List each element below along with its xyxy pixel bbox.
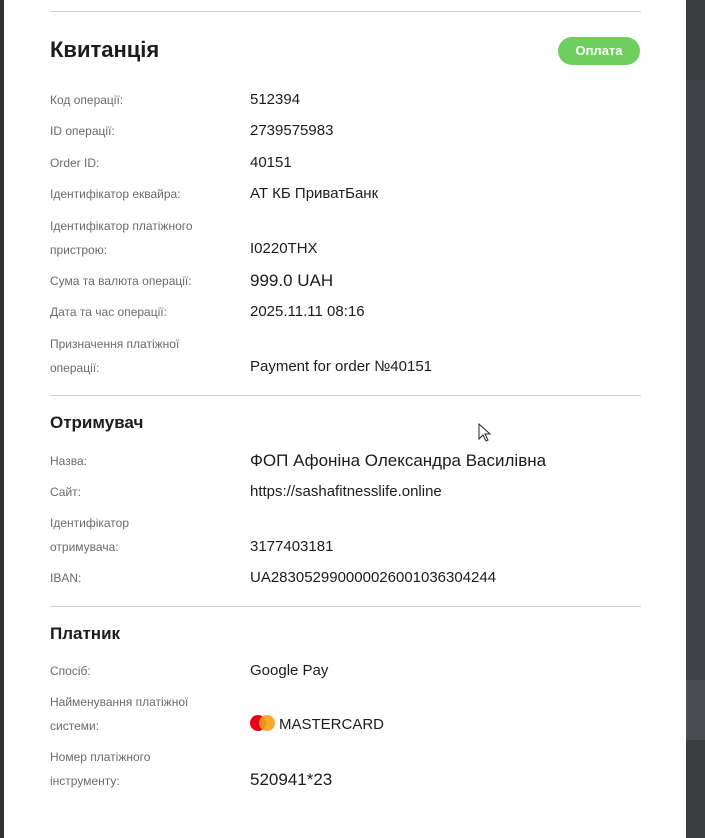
receipt-title: Квитанція (50, 37, 160, 62)
field-label: Назва: (50, 454, 87, 468)
field-value-datetime: 2025.11.11 08:16 (250, 303, 365, 320)
status-badge: Оплата (558, 37, 640, 65)
payment-system-name: MASTERCARD (279, 716, 385, 733)
field-label: Дата та час операції: (50, 305, 167, 319)
mouse-cursor-icon (478, 423, 492, 443)
field-label: операції: (50, 361, 100, 375)
field-label: Order ID: (50, 156, 100, 170)
field-label: Ідентифікатор платіжного (50, 219, 193, 233)
background-panel (686, 680, 705, 740)
field-label: Спосіб: (50, 664, 91, 678)
field-value-recipient-name: ФОП Афоніна Олександра Василівна (250, 451, 547, 470)
field-value-operation-id: 2739575983 (250, 122, 334, 139)
divider (50, 395, 641, 396)
field-value-method: Google Pay (250, 662, 329, 679)
receipt-card (4, 0, 686, 838)
section-title-recipient: Отримувач (50, 413, 144, 432)
divider (50, 11, 641, 12)
field-label: Ідентифікатор еквайра: (50, 187, 181, 201)
field-label: інструменту: (50, 774, 120, 788)
field-label: ID операції: (50, 124, 115, 138)
field-label: Сума та валюта операції: (50, 274, 192, 288)
field-value-payment-system (250, 714, 384, 736)
section-title-payer: Платник (50, 624, 121, 643)
mastercard-icon (250, 715, 274, 731)
field-value-amount: 999.0 UAH (250, 271, 334, 290)
background-panel (686, 80, 705, 680)
field-value-acquirer: АТ КБ ПриватБанк (250, 185, 379, 202)
field-value-card-number: 520941*23 (250, 770, 333, 789)
field-label: Найменування платіжної (50, 695, 189, 709)
field-value-purpose: Payment for order №40151 (250, 358, 433, 375)
field-value-device-id: I0220THX (250, 240, 318, 257)
field-value-recipient-id: 3177403181 (250, 538, 334, 555)
divider (50, 606, 641, 607)
field-value-iban: UA283052990000026001036304244 (250, 569, 497, 586)
field-value-operation-code: 512394 (250, 91, 301, 108)
field-label: Ідентифікатор (50, 516, 130, 530)
field-value-order-id: 40151 (250, 154, 292, 171)
field-label: Номер платіжного (50, 750, 151, 764)
field-label: Призначення платіжної (50, 337, 180, 351)
background-strip (686, 0, 705, 838)
field-label: отримувача: (50, 540, 119, 554)
field-label: IBAN: (50, 571, 82, 585)
field-label: Код операції: (50, 93, 124, 107)
field-label: пристрою: (50, 243, 108, 257)
field-label: системи: (50, 719, 100, 733)
field-label: Сайт: (50, 485, 82, 499)
field-value-website: https://sashafitnesslife.online (250, 483, 442, 500)
